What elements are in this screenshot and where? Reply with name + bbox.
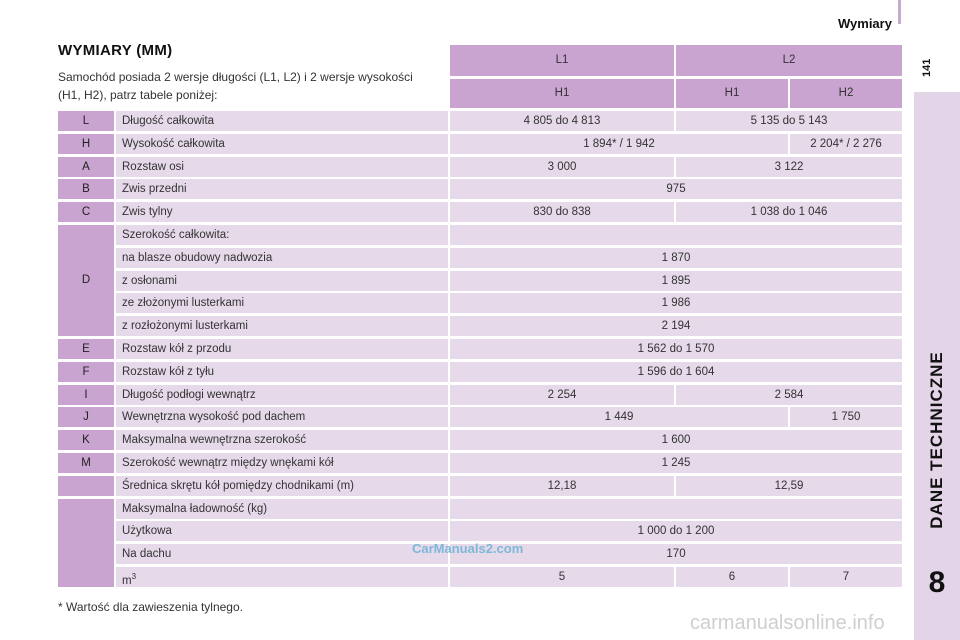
row-code: K — [58, 430, 114, 450]
row-value-l2: 1 038 do 1 046 — [676, 202, 902, 222]
row-label: Użytkowa — [116, 521, 448, 541]
row-value-l2: 5 135 do 5 143 — [676, 111, 902, 131]
row-label: Długość całkowita — [116, 111, 448, 131]
row-value-l1: 12,18 — [450, 476, 674, 496]
row-value — [450, 499, 902, 519]
row-value-l2: 12,59 — [676, 476, 902, 496]
header-h1-l2: H1 — [676, 79, 788, 108]
header-divider — [898, 0, 901, 24]
row-value: 1 600 — [450, 430, 902, 450]
row-value-l2h2: 7 — [790, 567, 902, 587]
header-l2: L2 — [676, 45, 902, 76]
chapter-title-text: DANE TECHNICZNE — [927, 351, 946, 529]
row-label: Szerokość całkowita: — [116, 225, 448, 245]
row-code: F — [58, 362, 114, 382]
row-label: Zwis tylny — [116, 202, 448, 222]
row-value: 1 986 — [450, 293, 902, 313]
row-label: Średnica skrętu kół pomiędzy chodnikami (m) — [116, 476, 448, 496]
row-value-h2: 2 204* / 2 276 — [790, 134, 902, 154]
row-value-h1: 1 449 — [450, 407, 788, 427]
row-code: C — [58, 202, 114, 222]
row-label: Wewnętrzna wysokość pod dachem — [116, 407, 448, 427]
row-value-l1: 2 254 — [450, 385, 674, 405]
row-label: na blasze obudowy nadwozia — [116, 248, 448, 268]
row-label: Rozstaw kół z przodu — [116, 339, 448, 359]
header-h2: H2 — [790, 79, 902, 108]
row-label: Maksymalna wewnętrzna szerokość — [116, 430, 448, 450]
site-watermark: carmanualsonline.info — [690, 612, 885, 634]
row-value-l1h1: 5 — [450, 567, 674, 587]
row-value: 1 895 — [450, 271, 902, 291]
row-label: Rozstaw kół z tyłu — [116, 362, 448, 382]
watermark: CarManuals2.com — [412, 541, 524, 556]
row-code — [58, 476, 114, 496]
row-value: 1 245 — [450, 453, 902, 473]
row-code: M — [58, 453, 114, 473]
row-code: H — [58, 134, 114, 154]
row-code — [58, 499, 114, 587]
footnote: * Wartość dla zawieszenia tylnego. — [58, 600, 243, 614]
row-code: I — [58, 385, 114, 405]
row-value: 170 — [450, 544, 902, 564]
row-code: E — [58, 339, 114, 359]
row-code: D — [58, 225, 114, 336]
header-l1: L1 — [450, 45, 674, 76]
page-number: 141 — [921, 58, 933, 77]
chapter-title — [914, 310, 960, 570]
row-label: ze złożonymi lusterkami — [116, 293, 448, 313]
row-code: L — [58, 111, 114, 131]
row-code: J — [58, 407, 114, 427]
row-value-l1: 3 000 — [450, 157, 674, 177]
row-value-h2: 1 750 — [790, 407, 902, 427]
row-value-h1: 1 894* / 1 942 — [450, 134, 788, 154]
row-value: 975 — [450, 179, 902, 199]
row-code: A — [58, 157, 114, 177]
chapter-number: 8 — [928, 566, 946, 599]
row-value-l1: 830 do 838 — [450, 202, 674, 222]
row-value-l2: 3 122 — [676, 157, 902, 177]
row-value-l2: 2 584 — [676, 385, 902, 405]
row-value: 1 870 — [450, 248, 902, 268]
row-label: Maksymalna ładowność (kg) — [116, 499, 448, 519]
row-label: Długość podłogi wewnątrz — [116, 385, 448, 405]
section-title: Wymiary — [838, 16, 892, 31]
row-code: B — [58, 179, 114, 199]
row-value-l1: 4 805 do 4 813 — [450, 111, 674, 131]
row-value: 1 000 do 1 200 — [450, 521, 902, 541]
header-h1-l1: H1 — [450, 79, 674, 108]
row-label: z osłonami — [116, 271, 448, 291]
row-value: 2 194 — [450, 316, 902, 336]
row-value: 1 596 do 1 604 — [450, 362, 902, 382]
row-label: Szerokość wewnątrz między wnękami kół — [116, 453, 448, 473]
row-label: $m^3$ — [116, 567, 448, 587]
page-title: WYMIARY (MM) — [58, 42, 173, 59]
row-label: Zwis przedni — [116, 179, 448, 199]
intro-text: Samochód posiada 2 wersje długości (L1, L2) i 2 wersje wysokości (H1, H2), patrz tabele poniżej: — [58, 70, 413, 102]
row-label: z rozłożonymi lusterkami — [116, 316, 448, 336]
row-label: Rozstaw osi — [116, 157, 448, 177]
row-value — [450, 225, 902, 245]
row-label: Na dachu — [116, 544, 448, 564]
row-value-l2h1: 6 — [676, 567, 788, 587]
row-value: 1 562 do 1 570 — [450, 339, 902, 359]
row-label: Wysokość całkowita — [116, 134, 448, 154]
